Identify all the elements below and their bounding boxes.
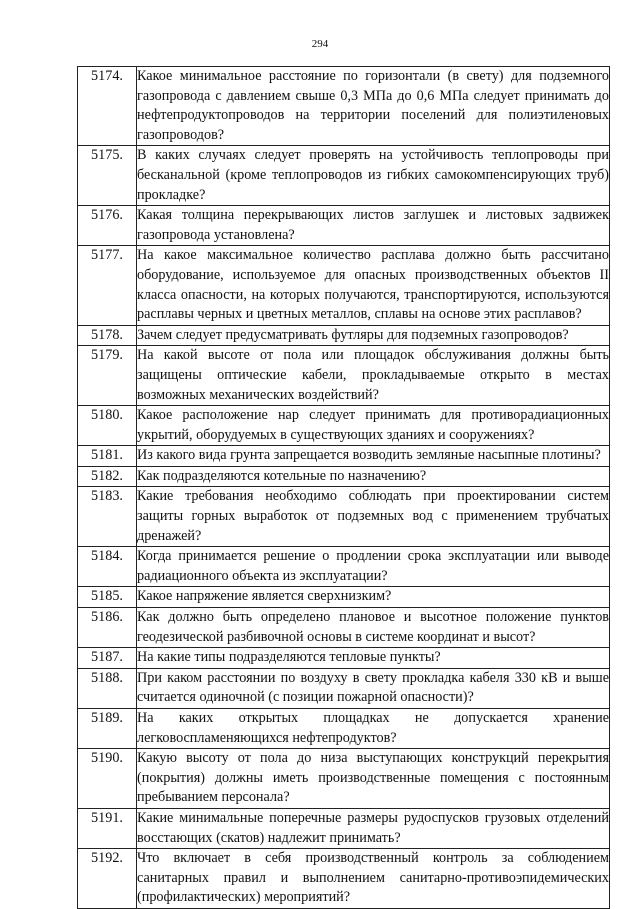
question-number: 5189. <box>78 709 137 749</box>
table-row <box>78 206 610 246</box>
table-row <box>78 668 610 708</box>
question-text: На каких открытых площадках не допускается хранение легковоспламеняющихся нефтепродуктов? <box>137 709 610 749</box>
table-row <box>78 587 610 608</box>
table-row <box>78 749 610 809</box>
table-row <box>78 146 610 206</box>
question-text: Какое напряжение является сверхнизким? <box>137 587 610 608</box>
table-row <box>78 246 610 325</box>
question-number: 5179. <box>78 346 137 406</box>
question-text: Какое расположение нар следует принимать для противорадиационных укрытий, оборудуемых в существующих зданиях и сооружениях? <box>137 406 610 446</box>
question-text: Когда принимается решение о продлении срока эксплуатации или выводе радиационного объекта из эксплуатации? <box>137 547 610 587</box>
table-row <box>78 709 610 749</box>
question-number: 5187. <box>78 648 137 669</box>
question-text: На какое максимальное количество расплава должно быть рассчитано оборудование, используемое для опасных производственных объектов II класса опасности, на которых получаются, транспортируются, используются расплавы черных и цветных металлов, сплавы на основе этих расплавов? <box>137 246 610 325</box>
table-row <box>78 446 610 467</box>
question-number: 5175. <box>78 146 137 206</box>
question-number: 5192. <box>78 849 137 909</box>
questions-table <box>77 66 610 909</box>
table-row <box>78 648 610 669</box>
table-row <box>78 346 610 406</box>
question-number: 5191. <box>78 808 137 848</box>
question-text: Из какого вида грунта запрещается возводить земляные насыпные плотины? <box>137 446 610 467</box>
question-text: При каком расстоянии по воздуху в свету прокладка кабеля 330 кВ и выше считается одиночной (с позиции пожарной опасности)? <box>137 668 610 708</box>
question-number: 5178. <box>78 325 137 346</box>
question-text: Что включает в себя производственный контроль за соблюдением санитарных правил и выполнением санитарно-противоэпидемических (профилактических) мероприятий? <box>137 849 610 909</box>
question-text: Как подразделяются котельные по назначению? <box>137 466 610 487</box>
question-number: 5185. <box>78 587 137 608</box>
question-text: На какие типы подразделяются тепловые пункты? <box>137 648 610 669</box>
question-number: 5184. <box>78 547 137 587</box>
question-text: Какие минимальные поперечные размеры рудоспусков грузовых отделений восстающих (скатов) надлежит принимать? <box>137 808 610 848</box>
table-row <box>78 466 610 487</box>
question-number: 5181. <box>78 446 137 467</box>
question-number: 5180. <box>78 406 137 446</box>
table-row <box>78 849 610 909</box>
table-row <box>78 325 610 346</box>
question-text: Какая толщина перекрывающих листов заглушек и листовых задвижек газопровода установлена? <box>137 206 610 246</box>
table-row <box>78 608 610 648</box>
table-row <box>78 487 610 547</box>
question-text: Какую высоту от пола до низа выступающих конструкций перекрытия (покрытия) должны иметь производственные помещения с постоянным пребыванием персонала? <box>137 749 610 809</box>
question-number: 5174. <box>78 67 137 146</box>
question-number: 5186. <box>78 608 137 648</box>
table-row <box>78 547 610 587</box>
question-text: Какие требования необходимо соблюдать при проектировании систем защиты горных выработок от подземных вод с применением трубчатых дренажей? <box>137 487 610 547</box>
question-number: 5177. <box>78 246 137 325</box>
table-row <box>78 67 610 146</box>
question-text: Зачем следует предусматривать футляры для подземных газопроводов? <box>137 325 610 346</box>
question-number: 5183. <box>78 487 137 547</box>
question-text: На какой высоте от пола или площадок обслуживания должны быть защищены оптические кабели, прокладываемые открыто в местах возможных механических воздействий? <box>137 346 610 406</box>
question-text: Как должно быть определено плановое и высотное положение пунктов геодезической разбивочной основы в системе координат и высот? <box>137 608 610 648</box>
question-text: В каких случаях следует проверять на устойчивость теплопроводы при бесканальной (кроме теплопроводов из гибких самокомпенсирующих труб) прокладке? <box>137 146 610 206</box>
questions-table-body <box>78 67 610 909</box>
question-number: 5176. <box>78 206 137 246</box>
question-number: 5182. <box>78 466 137 487</box>
page-number: 294 <box>311 38 329 50</box>
question-text: Какое минимальное расстояние по горизонтали (в свету) для подземного газопровода с давлением свыше 0,3 МПа до 0,6 МПа следует принимать до нефтепродуктопроводов на территории поселений для полиэтиленовых газопроводов? <box>137 67 610 146</box>
table-row <box>78 406 610 446</box>
question-number: 5188. <box>78 668 137 708</box>
question-number: 5190. <box>78 749 137 809</box>
table-row <box>78 808 610 848</box>
